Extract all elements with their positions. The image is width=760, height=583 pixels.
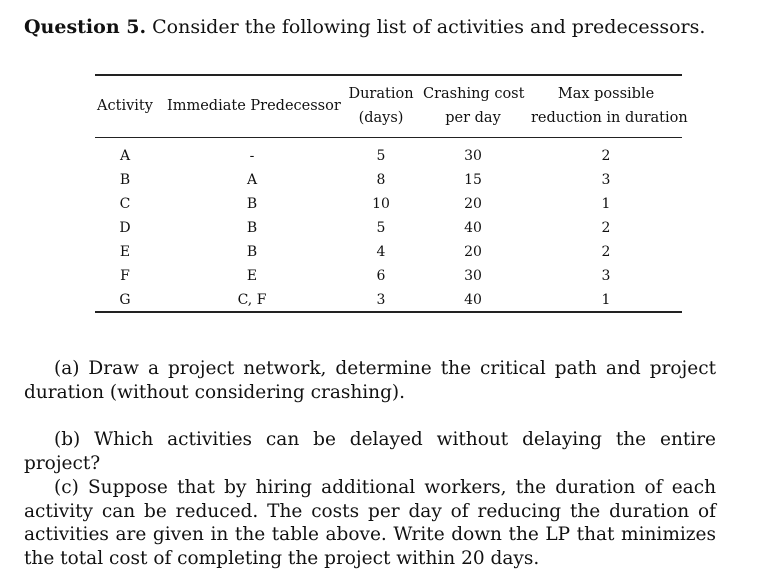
activities-table bbox=[95, 74, 688, 313]
cell-duration: 5 bbox=[376, 220, 386, 236]
table-row bbox=[95, 288, 682, 312]
cell-activity: D bbox=[119, 220, 131, 236]
table-row bbox=[95, 192, 682, 216]
header-predecessor: Immediate Predecessor bbox=[167, 98, 341, 114]
cell-max-reduction: 3 bbox=[601, 268, 611, 284]
cell-activity: E bbox=[119, 244, 131, 260]
part-a-text: (a) Draw a project network, determine the critical path and project duration (without considering crashing). bbox=[24, 358, 716, 403]
header-duration-line1: Duration bbox=[348, 86, 414, 102]
cell-max-reduction: 3 bbox=[601, 172, 611, 188]
cell-cost: 40 bbox=[464, 292, 482, 308]
cell-duration: 3 bbox=[376, 292, 386, 308]
header-activity: Activity bbox=[97, 98, 153, 114]
table-row bbox=[95, 264, 682, 288]
cell-cost: 30 bbox=[464, 268, 482, 284]
table-row bbox=[95, 144, 682, 168]
cell-max-reduction: 1 bbox=[601, 196, 611, 212]
cell-cost: 20 bbox=[464, 196, 482, 212]
cell-predecessor: B bbox=[246, 220, 258, 236]
question-number: Question 5. bbox=[24, 16, 147, 38]
cell-duration: 6 bbox=[376, 268, 386, 284]
cell-cost: 20 bbox=[464, 244, 482, 260]
part-a bbox=[24, 357, 716, 404]
part-c-text: (c) Suppose that by hiring additional workers, the duration of each activity can be reduced. The costs per day of reducing the duration of activities are given in the table above. Write down the LP that minimizes the total cost of completing the project within 20 days. bbox=[24, 477, 716, 569]
cell-cost: 15 bbox=[464, 172, 482, 188]
cell-duration: 10 bbox=[372, 196, 390, 212]
header-cost-line1: Crashing cost bbox=[423, 86, 525, 102]
part-b bbox=[24, 428, 716, 475]
cell-max-reduction: 2 bbox=[601, 244, 611, 260]
cell-predecessor: - bbox=[249, 148, 255, 164]
cell-activity: F bbox=[120, 268, 130, 284]
question-text: Consider the following list of activities and predecessors. bbox=[152, 16, 706, 38]
cell-duration: 8 bbox=[376, 172, 386, 188]
cell-activity: B bbox=[119, 172, 131, 188]
cell-predecessor: B bbox=[246, 244, 258, 260]
cell-max-reduction: 1 bbox=[601, 292, 611, 308]
cell-max-reduction: 2 bbox=[601, 148, 611, 164]
header-duration-line2: (days) bbox=[358, 110, 404, 126]
cell-predecessor: A bbox=[246, 172, 258, 188]
table-row bbox=[95, 168, 682, 192]
cell-cost: 40 bbox=[464, 220, 482, 236]
header-cost-line2: per day bbox=[445, 110, 501, 126]
cell-cost: 30 bbox=[464, 148, 482, 164]
cell-duration: 5 bbox=[376, 148, 386, 164]
cell-activity: C bbox=[119, 196, 131, 212]
header-max-line1: Max possible bbox=[557, 86, 655, 102]
part-c bbox=[24, 476, 716, 570]
cell-max-reduction: 2 bbox=[601, 220, 611, 236]
table-header bbox=[95, 76, 688, 137]
table-row bbox=[95, 240, 682, 264]
cell-predecessor: C, F bbox=[237, 292, 267, 308]
header-max-line2: reduction in duration bbox=[531, 110, 688, 126]
table-row bbox=[95, 216, 682, 240]
cell-predecessor: E bbox=[246, 268, 258, 284]
cell-predecessor: B bbox=[246, 196, 258, 212]
table-body bbox=[95, 138, 682, 311]
cell-duration: 4 bbox=[376, 244, 386, 260]
cell-activity: A bbox=[119, 148, 131, 164]
question-heading bbox=[24, 16, 705, 38]
cell-activity: G bbox=[119, 292, 131, 308]
part-b-text: (b) Which activities can be delayed without delaying the entire project? bbox=[24, 429, 716, 474]
